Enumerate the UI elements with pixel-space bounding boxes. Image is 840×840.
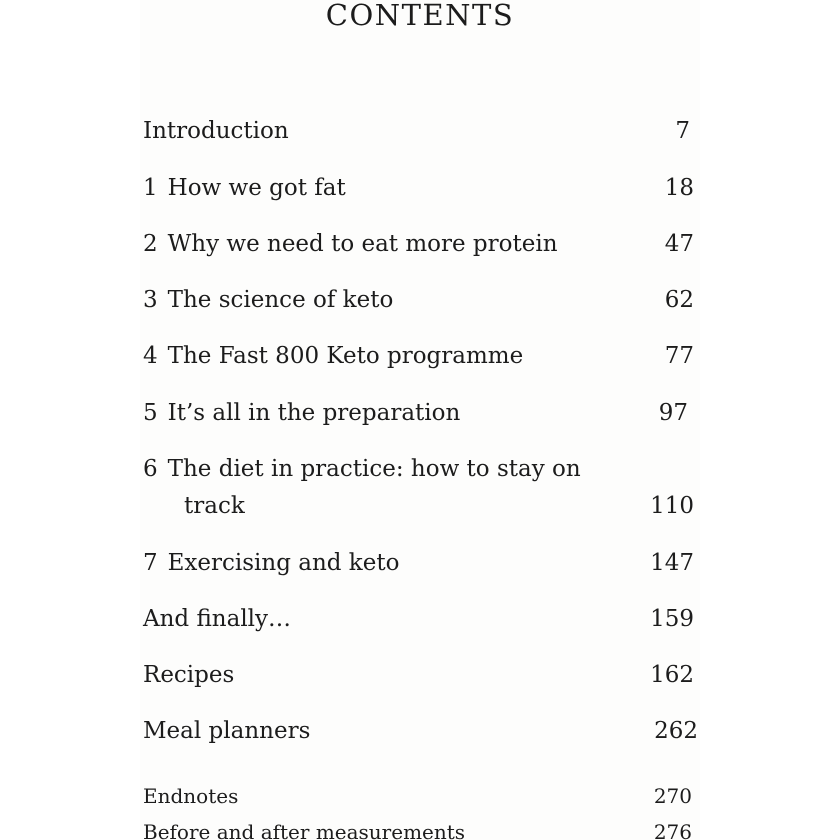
toc-entry-title: The science of keto — [167, 287, 394, 313]
toc-entry-page: 77 — [664, 343, 694, 369]
toc-entry-page: 159 — [650, 606, 694, 632]
toc-chapter-number: 1 — [143, 175, 158, 201]
toc-entry-page: 262 — [654, 718, 698, 744]
toc-chapter-number: 5 — [143, 400, 158, 426]
toc-entry-recipes — [143, 660, 234, 690]
toc-entry-page: 97 — [658, 400, 688, 426]
toc-entry-title: Exercising and keto — [167, 550, 400, 576]
toc-entry-and-finally — [143, 604, 291, 634]
toc-entry-title-continuation: track — [184, 493, 245, 519]
toc-entry-chapter-1 — [143, 173, 346, 203]
toc-entry-chapter-2 — [143, 229, 558, 259]
toc-chapter-number: 4 — [143, 343, 158, 369]
toc-entry-title: Endnotes — [143, 784, 239, 808]
toc-entry-title: Introduction — [143, 118, 289, 144]
toc-entry-page: 162 — [650, 662, 694, 688]
toc-entry-title: It’s all in the preparation — [167, 400, 461, 426]
toc-entry-page: 147 — [650, 550, 694, 576]
toc-entry-chapter-6 — [143, 454, 581, 484]
toc-entry-chapter-7 — [143, 548, 399, 578]
toc-chapter-number: 7 — [143, 550, 158, 576]
toc-chapter-number: 2 — [143, 231, 158, 257]
toc-entry-title: The Fast 800 Keto programme — [167, 343, 524, 369]
toc-chapter-number: 6 — [143, 456, 158, 482]
toc-entry-title: And finally… — [143, 606, 292, 632]
toc-entry-page: 62 — [664, 287, 694, 313]
toc-entry-page: 47 — [664, 231, 694, 257]
toc-entry-page: 110 — [650, 493, 694, 519]
toc-entry-meal-planners — [143, 716, 310, 746]
toc-entry-title: Why we need to eat more protein — [167, 231, 558, 257]
toc-entry-chapter-4 — [143, 341, 523, 371]
toc-entry-page: 18 — [664, 175, 694, 201]
toc-entry-page: 7 — [675, 118, 690, 144]
toc-entry-title: Before and after measurements — [143, 820, 466, 840]
toc-entry-title: The diet in practice: how to stay on — [167, 456, 581, 482]
toc-entry-title: Meal planners — [143, 718, 311, 744]
contents-heading: CONTENTS — [325, 0, 515, 32]
toc-entry-title: How we got fat — [167, 175, 346, 201]
toc-entry-chapter-3 — [143, 285, 393, 315]
toc-entry-introduction — [143, 116, 289, 146]
toc-entry-before-after — [143, 817, 465, 840]
toc-entry-endnotes — [143, 781, 238, 811]
toc-entry-title: Recipes — [143, 662, 235, 688]
toc-chapter-number: 3 — [143, 287, 158, 313]
toc-entry-chapter-5 — [143, 398, 460, 428]
toc-entry-page: 270 — [653, 784, 692, 808]
toc-entry-page: 276 — [653, 820, 692, 840]
